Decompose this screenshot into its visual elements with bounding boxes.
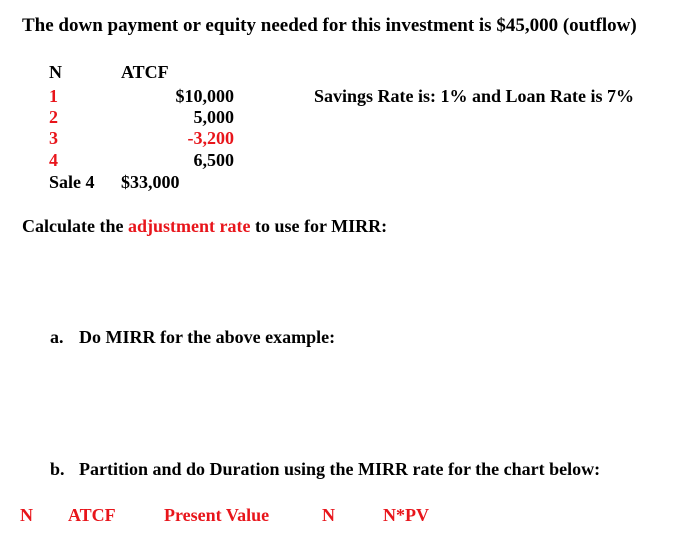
question-prefix: Calculate the — [22, 216, 128, 236]
table-row-3-atcf: -3,200 — [187, 128, 234, 148]
table-header-atcf: ATCF — [121, 62, 169, 82]
sale-value: $33,000 — [121, 172, 180, 192]
intro-text: The down payment or equity needed for this investment is $45,000 (outflow) — [22, 15, 637, 36]
part-b-text: Partition and do Duration using the MIRR rate for the chart below: — [79, 459, 601, 479]
adjustment-question — [22, 216, 387, 236]
table-row-2-n: 2 — [49, 107, 58, 127]
chart-header-n-2: N — [322, 505, 335, 525]
sale-label: Sale 4 — [49, 172, 95, 192]
chart-header-present-value: Present Value — [164, 505, 270, 525]
chart-header-n-pv: N*PV — [383, 505, 429, 525]
table-row-1-n: 1 — [49, 86, 58, 106]
table-row-2-atcf: 5,000 — [193, 107, 234, 127]
part-a-marker: a. — [50, 327, 64, 347]
table-row-4-n: 4 — [49, 150, 58, 170]
table-header-n: N — [49, 62, 62, 82]
part-b-marker: b. — [50, 459, 65, 479]
table-row-4-atcf: 6,500 — [193, 150, 234, 170]
table-row-1-atcf: $10,000 — [175, 86, 234, 106]
chart-header-n: N — [20, 505, 33, 525]
table-row-3-n: 3 — [49, 128, 58, 148]
question-suffix: to use for MIRR: — [250, 216, 388, 236]
question-highlight: adjustment rate — [127, 216, 251, 236]
rates-note: Savings Rate is: 1% and Loan Rate is 7% — [314, 86, 635, 106]
chart-header-atcf: ATCF — [68, 505, 116, 525]
part-a-text: Do MIRR for the above example: — [79, 327, 336, 347]
